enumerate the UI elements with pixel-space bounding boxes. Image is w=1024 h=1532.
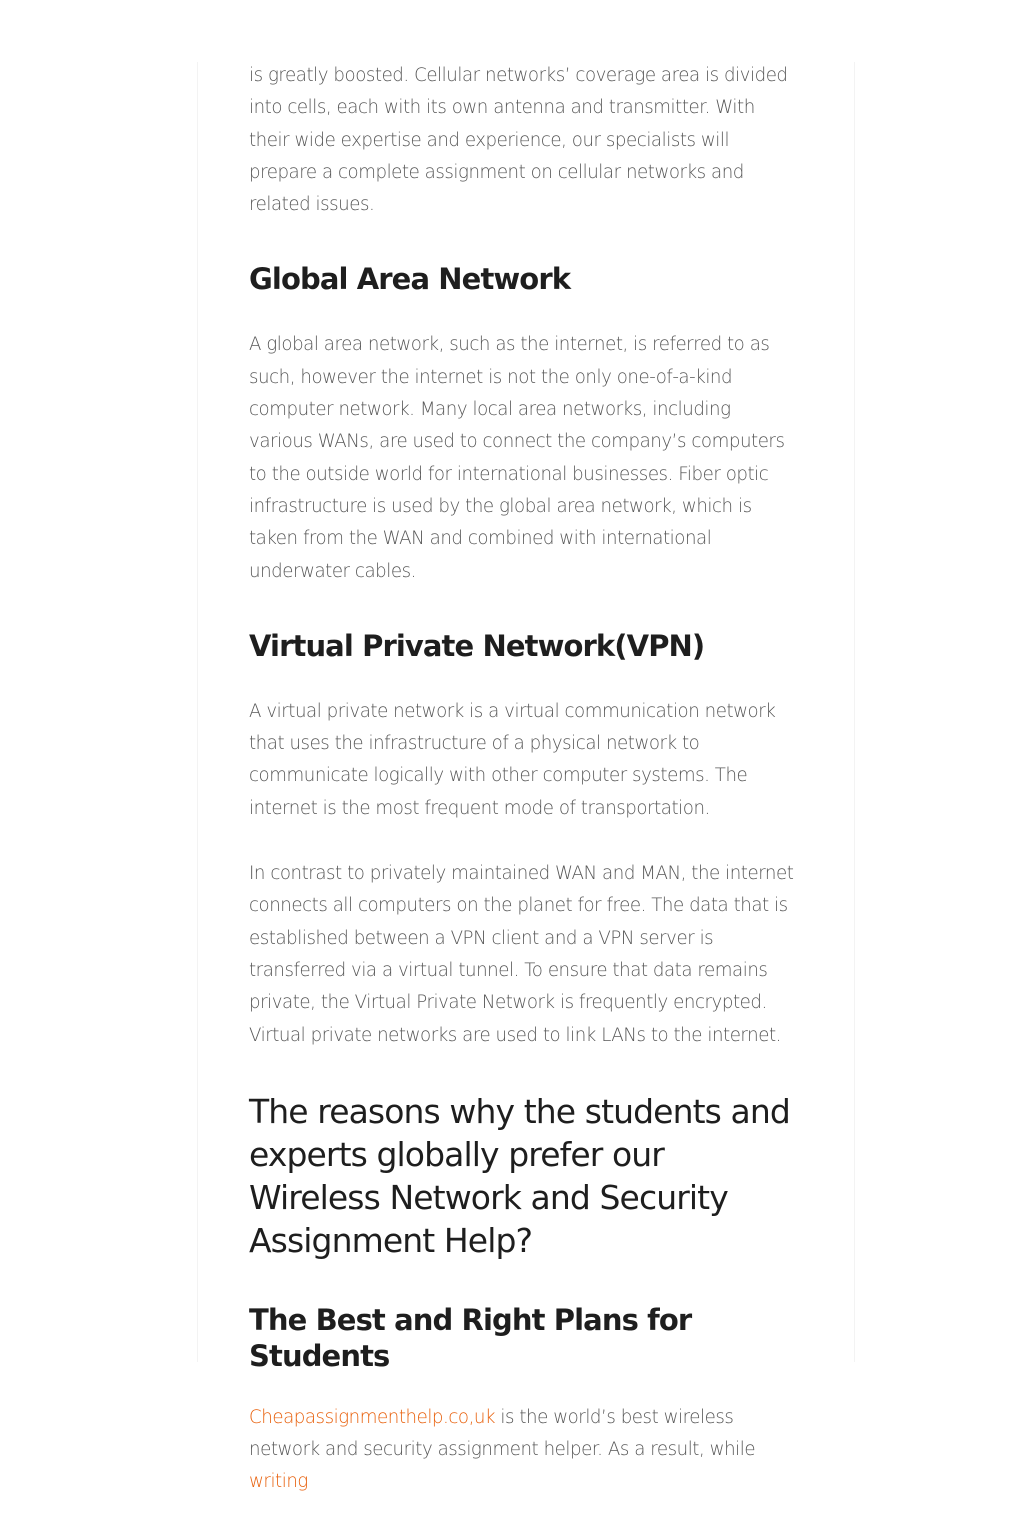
- heading-best-plans: The Best and Right Plans for Students: [249, 1302, 692, 1373]
- writing-link[interactable]: writing: [249, 1471, 308, 1493]
- paragraph-vpn-intro: A virtual private network is a virtual communication network that uses the infrastructure of a physical network to communicate logically with other computer systems. The internet is the most frequent mode of transportation.: [249, 700, 776, 819]
- paragraph-best-plans-text: is the world’s best wireless network and security assignment helper. As a result, while: [249, 1406, 756, 1461]
- heading-global-area-network: Global Area Network: [249, 262, 571, 297]
- paragraph-vpn-detail: In contrast to privately maintained WAN and MAN, the internet connects all computers on the planet for free. The data that is established between a VPN client and a VPN server is transferred via a virtual tunnel. To ensure that data remains private, the Virtual Private Network is frequently encrypted. Virtual private networks are used to link LANs to the internet.: [249, 863, 794, 1046]
- heading-reasons: The reasons why the students and experts globally prefer our Wireless Network and Security Assignment Help?: [249, 1091, 790, 1260]
- paragraph-best-plans: [249, 1402, 797, 1499]
- paragraph-cellular: is greatly boosted. Cellular networks’ coverage area is divided into cells, each with its own antenna and transmitter. With their wide expertise and experience, our specialists will prepare a complete assignment on cellular networks and related issues.: [249, 65, 788, 216]
- heading-virtual-private-network: Virtual Private Network(VPN): [249, 628, 705, 663]
- article-body: [249, 60, 797, 1532]
- paragraph-global-area-network: A global area network, such as the internet, is referred to as such, however the internet is not the only one-of-a-kind computer network. Many local area networks, including various WANs, are used to connect the company’s computers to the outside world for international businesses. Fiber optic infrastructure is used by the global area network, which is taken from the WAN and combined with international underwater cables.: [249, 334, 785, 582]
- site-link[interactable]: Cheapassignmenthelp.co,uk: [249, 1406, 496, 1428]
